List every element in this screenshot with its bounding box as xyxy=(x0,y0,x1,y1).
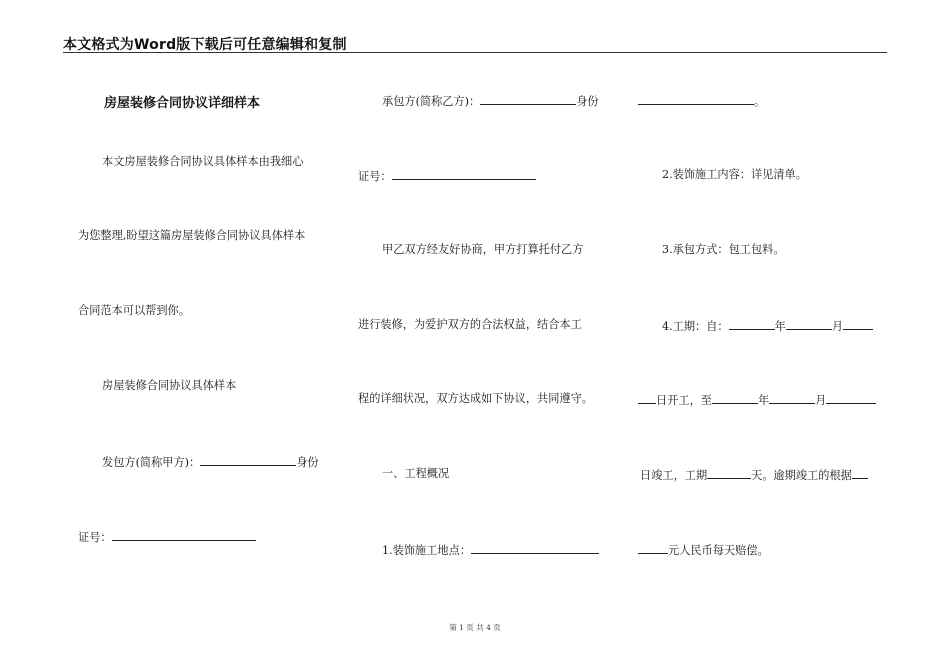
item-4-duration-line xyxy=(662,318,873,334)
party-b-id-continuation-blank xyxy=(638,93,754,105)
end-day-blank xyxy=(826,392,876,404)
end-month-label: 月 xyxy=(815,394,827,407)
penalty-amount-blank xyxy=(638,542,668,554)
start-month-blank xyxy=(786,318,832,330)
intro-line-2: 为您整理,盼望这篇房屋装修合同协议具体样本 xyxy=(78,229,306,242)
location-blank xyxy=(471,542,599,554)
start-day-label: 日开工，至 xyxy=(656,394,712,407)
page-number: 第 1 页 共 4 页 xyxy=(449,623,501,632)
end-year-label: 年 xyxy=(757,394,770,407)
item-2-content: 2.装饰施工内容：详见清单。 xyxy=(662,168,807,181)
party-a-id-label: 身份 xyxy=(296,456,319,469)
party-a-line xyxy=(102,454,319,470)
item-1-location-line xyxy=(382,542,599,558)
party-b-line xyxy=(382,93,599,109)
start-year-blank xyxy=(729,318,775,330)
item-4-label: 4.工期：自： xyxy=(662,320,729,333)
id-continuation-line xyxy=(638,93,765,109)
compensation-line xyxy=(638,542,769,558)
party-a-name-blank xyxy=(200,454,296,466)
section-subtitle: 房屋装修合同协议具体样本 xyxy=(102,379,237,392)
end-mark: 。 xyxy=(754,95,766,108)
party-a-label: 发包方(简称甲方)： xyxy=(102,456,201,469)
completion-term-line xyxy=(640,467,868,483)
document-title: 房屋装修合同协议详细样本 xyxy=(104,96,261,111)
party-b-label: 承包方(简称乙方)： xyxy=(382,95,481,108)
party-b-id-number-label: 证号： xyxy=(358,170,392,183)
item-1-label: 1.装饰施工地点： xyxy=(382,544,471,557)
finish-label: 日竣工，工期 xyxy=(640,469,708,482)
party-b-id-label: 身份 xyxy=(576,95,599,108)
overdue-clause: 天。逾期竣工的根据 xyxy=(751,469,852,482)
year-label: 年 xyxy=(774,320,786,333)
agreement-line-1: 甲乙双方经友好协商，甲方打算托付乙方 xyxy=(382,243,584,256)
penalty-blank xyxy=(852,467,868,479)
party-a-id-line xyxy=(78,529,256,545)
party-b-id-blank xyxy=(392,168,536,180)
item-3-contract-method: 3.承包方式：包工包料。 xyxy=(662,243,785,256)
party-b-name-blank xyxy=(480,93,576,105)
agreement-line-3: 程的详细状况，双方达成如下协议，共同遵守。 xyxy=(358,392,593,405)
party-a-id-blank xyxy=(112,529,256,541)
agreement-line-2: 进行装修，为爱护双方的合法权益，结合本工 xyxy=(358,318,582,331)
intro-line-1: 本文房屋装修合同协议具体样本由我细心 xyxy=(102,155,304,168)
end-month-blank xyxy=(769,392,815,404)
header-divider xyxy=(63,52,887,53)
intro-line-3: 合同范本可以帮到你。 xyxy=(78,304,190,317)
party-b-id-line xyxy=(358,168,536,184)
document-banner: 本文格式为Word版下载后可任意编辑和复制 xyxy=(63,37,347,53)
duration-days-blank xyxy=(707,467,751,479)
start-day-blank xyxy=(843,318,873,330)
compensation-text: 元人民币每天赔偿。 xyxy=(668,544,769,557)
party-a-id-number-label: 证号： xyxy=(78,531,112,544)
month-label: 月 xyxy=(831,320,844,333)
start-day-blank-cont xyxy=(638,392,656,404)
section-heading-project-overview: 一、工程概况 xyxy=(382,467,450,480)
completion-date-line xyxy=(638,392,876,408)
end-year-blank xyxy=(712,392,758,404)
